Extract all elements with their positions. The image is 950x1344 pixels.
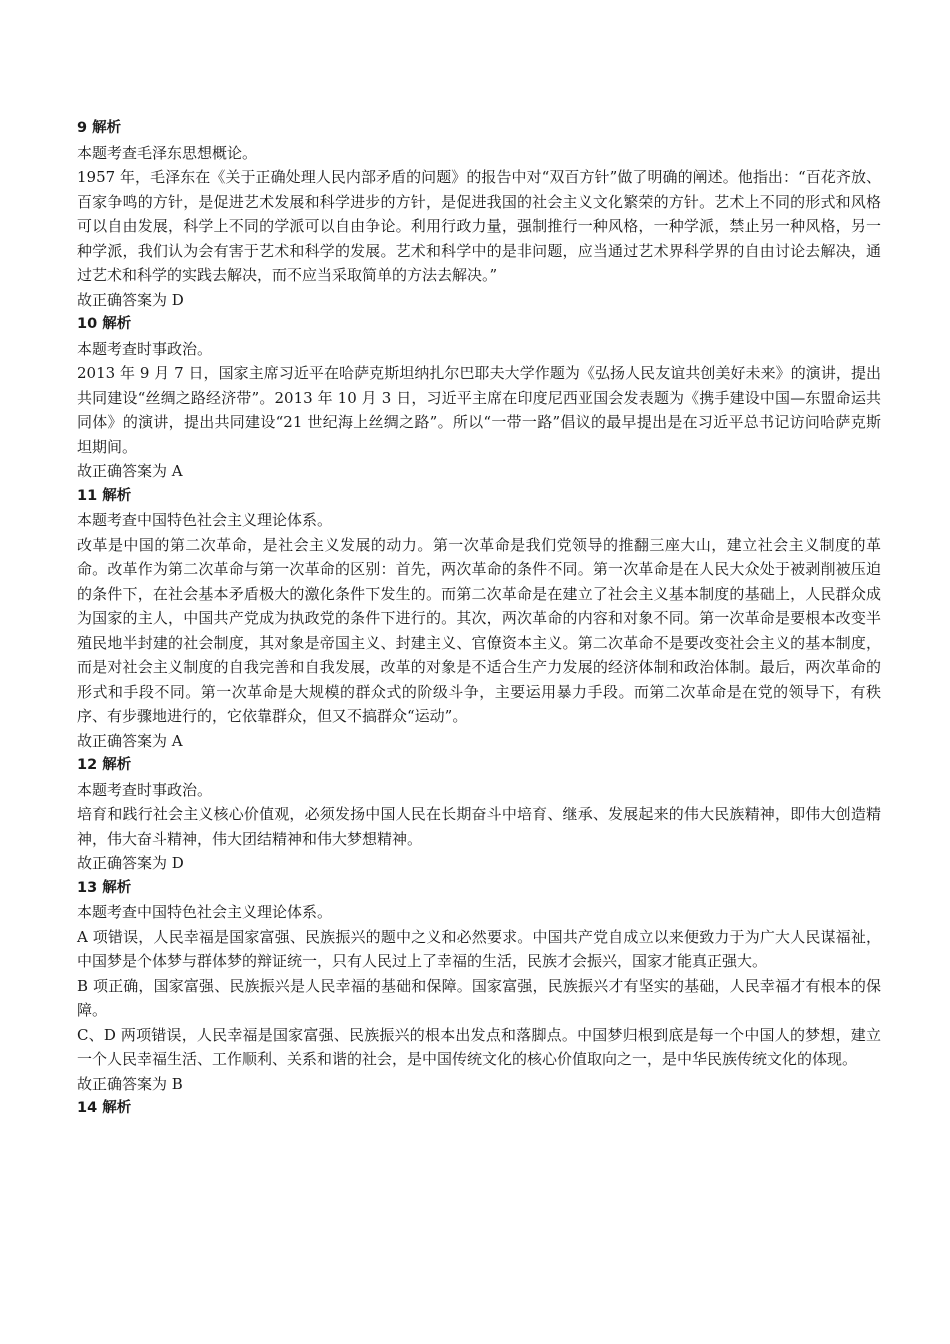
explanation-section	[77, 312, 881, 484]
answer-line: 故正确答案为 A	[77, 462, 183, 480]
topic-line: 本题考查时事政治。	[77, 339, 213, 358]
section-heading: 12 解析	[77, 757, 132, 773]
explanation-paragraph: 1957 年，毛泽东在《关于正确处理人民内部矛盾的问题》的报告中对“双百方针”做了明确的阐述。他指出：“百花齐放、百家争鸣的方针，是促进艺术发展和科学进步的方针，是促进我国的社会主义文化繁荣的方针。艺术上不同的形式和风格可以自由发展，科学上不同的学派可以自由争论。利用行政力量，强制推行一种风格，一种学派，禁止另一种风格，另一种学派，我们认为会有害于艺术和科学的发展。艺术和科学中的是非问题，应当通过艺术界科学界的自由讨论去解决，通过艺术和科学的实践去解决，而不应当采取简单的方法去解决。”	[77, 168, 881, 284]
section-heading: 9 解析	[77, 120, 122, 136]
explanation-paragraph: 改革是中国的第二次革命，是社会主义发展的动力。第一次革命是我们党领导的推翻三座大山，建立社会主义制度的革命。改革作为第二次革命与第一次革命的区别：首先，两次革命的条件不同。第一次革命是在人民大众处于被剥削被压迫的条件下，在社会基本矛盾极大的激化条件下发生的。而第二次革命是在建立了社会主义基本制度的基础上，人民群众成为国家的主人，中国共产党成为执政党的条件下进行的。其次，两次革命的内容和对象不同。第一次革命是要根本改变半殖民地半封建的社会制度，其对象是帝国主义、封建主义、官僚资本主义。第二次革命不是要改变社会主义的基本制度，而是对社会主义制度的自我完善和自我发展，改革的对象是不适合生产力发展的经济体制和政治体制。最后，两次革命的形式和手段不同。第一次革命是大规模的群众式的阶级斗争，主要运用暴力手段。而第二次革命是在党的领导下，有秩序、有步骤地进行的，它依靠群众，但又不搞群众“运动”。	[77, 535, 881, 725]
explanation-section	[77, 876, 881, 1097]
answer-line: 故正确答案为 B	[77, 1074, 183, 1093]
document-body	[77, 116, 881, 1121]
explanation-paragraph: C、D 两项错误，人民幸福是国家富强、民族振兴的根本出发点和落脚点。中国梦归根到底是每一个中国人的梦想，建立一个人民幸福生活、工作顺利、关系和谐的社会，是中国传统文化的核心价值取向之一，是中华民族传统文化的体现。	[77, 1025, 881, 1068]
answer-line: 故正确答案为 A	[77, 731, 183, 750]
explanation-section	[77, 753, 881, 876]
topic-line: 本题考查中国特色社会主义理论体系。	[77, 511, 333, 529]
section-heading: 13 解析	[77, 879, 132, 896]
topic-line: 本题考查中国特色社会主义理论体系。	[77, 903, 333, 921]
explanation-section	[77, 484, 881, 754]
topic-line: 本题考查毛泽东思想概论。	[77, 143, 258, 162]
section-heading: 14 解析	[77, 1100, 132, 1116]
explanation-section	[77, 1096, 881, 1121]
explanation-paragraph: 2013 年 9 月 7 日，国家主席习近平在哈萨克斯坦纳扎尔巴耶夫大学作题为《弘扬人民友谊共创美好未来》的演讲，提出共同建设“丝绸之路经济带”。2013 年 10 月 3 日，习近平主席在印度尼西亚国会发表题为《携手建设中国—东盟命运共同体》的演讲，提出共同建设“21 世纪海上丝绸之路”。所以“一带一路”倡议的最早提出是在习近平总书记访问哈萨克斯坦期间。	[77, 364, 881, 456]
explanation-paragraph: 培育和践行社会主义核心价值观，必须发扬中国人民在长期奋斗中培育、继承、发展起来的伟大民族精神，即伟大创造精神，伟大奋斗精神，伟大团结精神和伟大梦想精神。	[77, 805, 881, 848]
answer-line: 故正确答案为 D	[77, 854, 184, 872]
answer-line: 故正确答案为 D	[77, 290, 184, 309]
explanation-paragraph: B 项正确，国家富强、民族振兴是人民幸福的基础和保障。国家富强，民族振兴才有坚实的基础，人民幸福才有根本的保障。	[77, 976, 881, 1019]
explanation-paragraph: A 项错误，人民幸福是国家富强、民族振兴的题中之义和必然要求。中国共产党自成立以来便致力于为广大人民谋福祉，中国梦是个体梦与群体梦的辩证统一，只有人民过上了幸福的生活，民族才会振兴，国家才能真正强大。	[77, 927, 881, 970]
section-heading: 10 解析	[77, 316, 132, 332]
section-heading: 11 解析	[77, 487, 132, 504]
explanation-section	[77, 116, 881, 312]
topic-line: 本题考查时事政治。	[77, 780, 213, 799]
